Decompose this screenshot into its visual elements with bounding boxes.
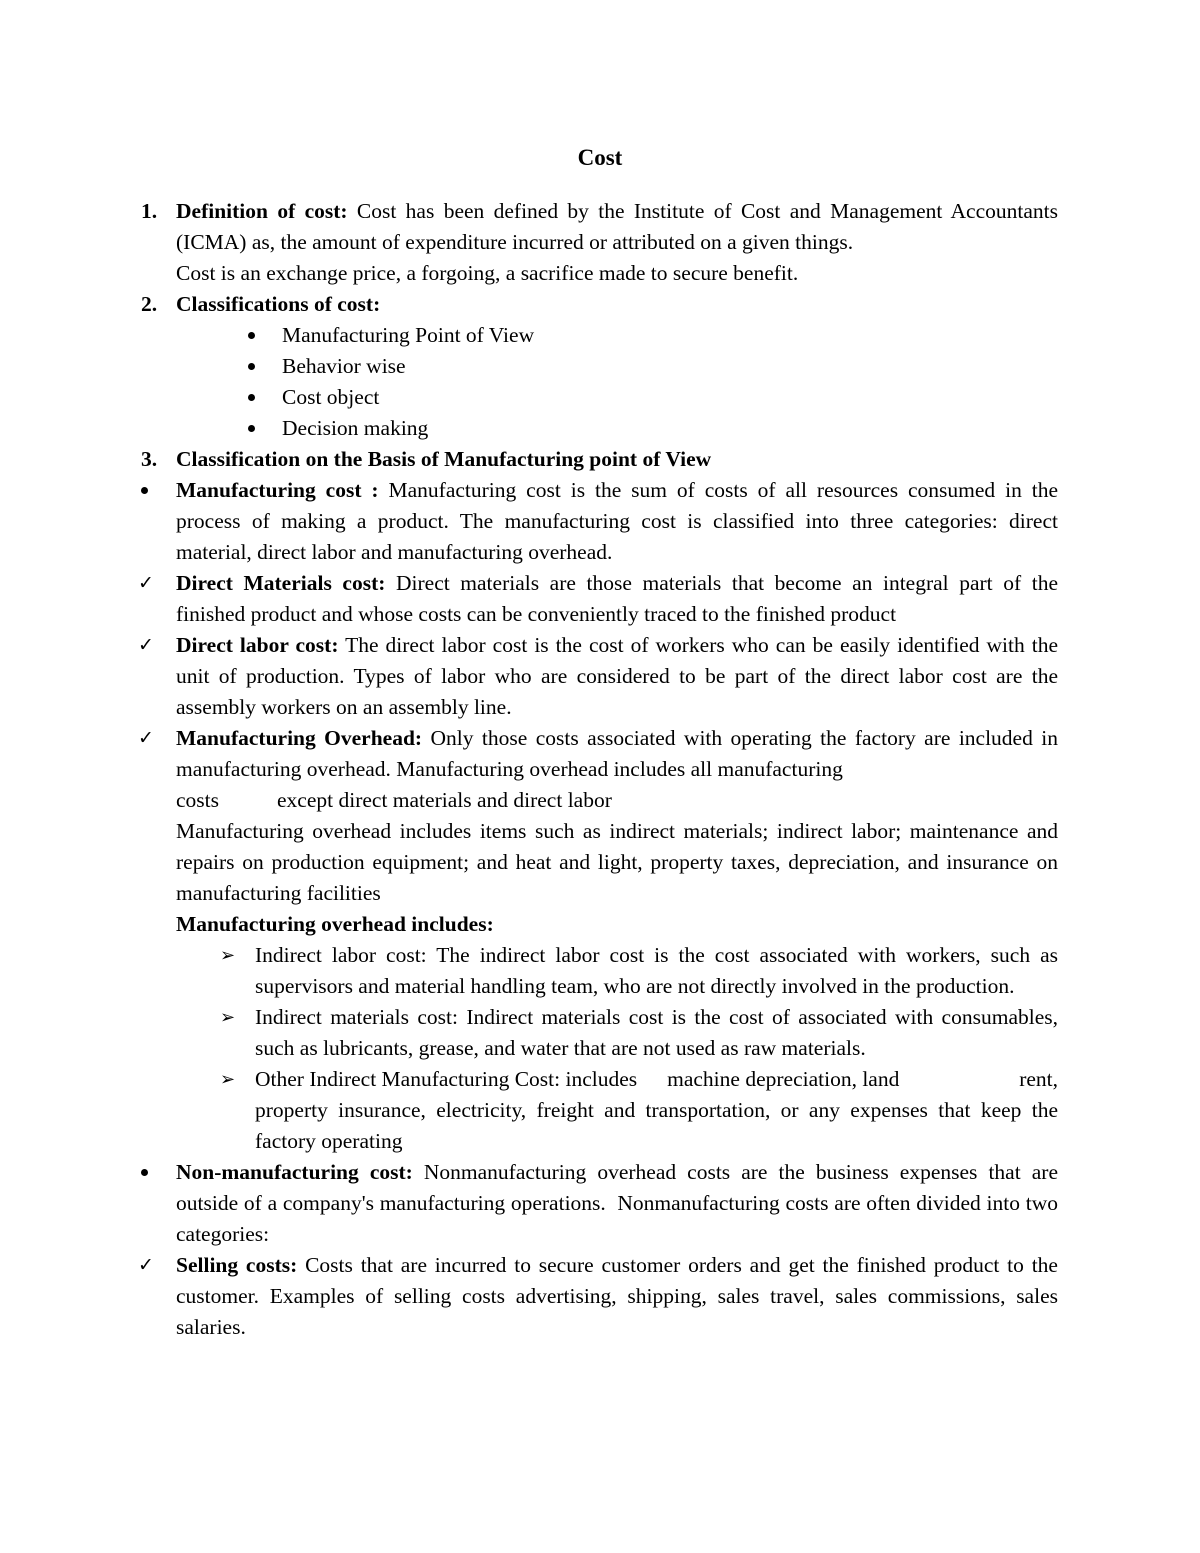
page-title: Cost — [577, 145, 623, 170]
term-label: Non-manufacturing cost: — [176, 1160, 413, 1184]
list-item-text — [176, 630, 1058, 723]
arrow-bullet-icon: ➢ — [220, 945, 236, 966]
term-text: Direct materials are those materials that become an integral part of the finished product and whose costs can be conveniently traced to the finished product — [176, 571, 1058, 626]
check-direct-labor — [0, 630, 1200, 723]
bullet-icon — [248, 382, 255, 413]
checkmark-icon: ✓ — [138, 727, 154, 749]
checkmark-icon: ✓ — [138, 1254, 154, 1276]
term-label: Manufacturing cost : — [176, 478, 379, 502]
list-item-text: Indirect materials cost: Indirect materials cost is the cost of associated with consumables, such as lubricants, grease, and water that are not used as raw materials. — [255, 1005, 1058, 1060]
check-direct-materials — [0, 568, 1200, 630]
list-item-text — [176, 568, 1058, 630]
list-number: 2. — [141, 292, 158, 316]
term-label: Selling costs: — [176, 1253, 298, 1277]
term-text: Costs that are incurred to secure customer orders and get the finished product to the customer. Examples of selling costs advertising, shipping, sales travel, sales commissions, sales salaries. — [176, 1253, 1058, 1339]
term-text: Only those costs associated with operating the factory are included in manufacturing overhead. Manufacturing overhead includes all manufacturing — [176, 726, 1058, 781]
overhead-description — [0, 816, 1200, 909]
term-text-line2: Cost is an exchange price, a forgoing, a sacrifice made to secure benefit. — [176, 261, 799, 285]
section-heading: Classifications of cost: — [176, 292, 381, 316]
arrow-item-indirect-materials — [0, 1002, 1200, 1064]
check-selling-costs — [0, 1250, 1200, 1343]
term-text: The direct labor cost is the cost of workers who can be easily identified with the unit of production. Types of labor who are considered to be part of the direct labor cost are the assembly workers on an assembly line. — [176, 633, 1058, 719]
term-label: Definition of cost: — [176, 199, 348, 223]
bullet-icon — [248, 320, 255, 351]
text-part: machine depreciation, land — [667, 1067, 900, 1091]
list-item — [0, 351, 1200, 382]
section-definition — [0, 196, 1200, 289]
section-heading: Classification on the Basis of Manufacturing point of View — [176, 447, 712, 471]
bullet-icon — [248, 351, 255, 382]
bullet-icon — [141, 1157, 148, 1188]
term-text: Cost has been defined by the Institute of Cost and Management Accountants (ICMA) as, the amount of expenditure incurred or attributed on a given things. — [176, 199, 1058, 254]
arrow-bullet-icon: ➢ — [220, 1007, 236, 1028]
text-part: rent, — [1019, 1067, 1058, 1091]
bullet-manufacturing-cost — [0, 475, 1200, 568]
section-manufacturing-classification — [0, 444, 1200, 475]
list-item — [0, 320, 1200, 351]
text-part: Other Indirect Manufacturing Cost: includes — [255, 1067, 638, 1091]
bullet-icon — [141, 475, 148, 506]
term-label: Manufacturing Overhead: — [176, 726, 423, 750]
list-number: 3. — [141, 447, 158, 471]
list-number: 1. — [141, 199, 158, 223]
list-item-text — [255, 1064, 1058, 1157]
document-body — [0, 196, 1200, 1343]
checkmark-icon: ✓ — [138, 634, 154, 656]
section-classifications — [0, 289, 1200, 320]
arrow-bullet-icon: ➢ — [220, 1069, 236, 1090]
list-item-text: Indirect labor cost: The indirect labor cost is the cost associated with workers, such as supervisors and material handling team, who are not directly involved in the production. — [255, 943, 1058, 998]
list-item-text: Behavior wise — [282, 354, 406, 378]
overhead-includes-heading — [0, 909, 1200, 940]
list-item-text: Manufacturing Point of View — [282, 323, 535, 347]
list-item-text: Decision making — [282, 416, 429, 440]
term-text: Manufacturing cost is the sum of costs of all resources consumed in the process of making a product. The manufacturing cost is classified into three categories: direct material, direct labor and manufacturing overhead. — [176, 478, 1059, 564]
checkmark-icon: ✓ — [138, 572, 154, 594]
list-item-text — [176, 1250, 1058, 1343]
arrow-item-indirect-labor — [0, 940, 1200, 1002]
term-text-costs: costs — [176, 788, 219, 812]
text-part: property insurance, electricity, freight and transportation, or any expenses that keep the factory operating — [255, 1098, 1058, 1153]
term-label: Direct Materials cost: — [176, 571, 386, 595]
term-text-except: except direct materials and direct labor — [277, 788, 612, 812]
list-item-text — [176, 723, 1058, 816]
list-item — [0, 413, 1200, 444]
term-text: Nonmanufacturing overhead costs are the business expenses that are outside of a company's manufacturing operations. Nonmanufacturing costs are often divided into two categories: — [176, 1160, 1064, 1246]
subheading: Manufacturing overhead includes: — [176, 912, 494, 936]
list-item-text — [176, 475, 1058, 568]
list-item-text — [176, 1157, 1064, 1250]
bullet-icon — [248, 413, 255, 444]
check-manufacturing-overhead — [0, 723, 1200, 816]
list-item — [0, 382, 1200, 413]
list-item-text: Cost object — [282, 385, 380, 409]
paragraph-text: Manufacturing overhead includes items such as indirect materials; indirect labor; maintenance and repairs on production equipment; and heat and light, property taxes, depreciation, and insurance on manufacturing facilities — [176, 819, 1058, 905]
list-item-text — [176, 196, 1058, 289]
bullet-non-manufacturing-cost — [0, 1157, 1200, 1250]
term-label: Direct labor cost: — [176, 633, 339, 657]
arrow-item-other-indirect — [0, 1064, 1200, 1157]
